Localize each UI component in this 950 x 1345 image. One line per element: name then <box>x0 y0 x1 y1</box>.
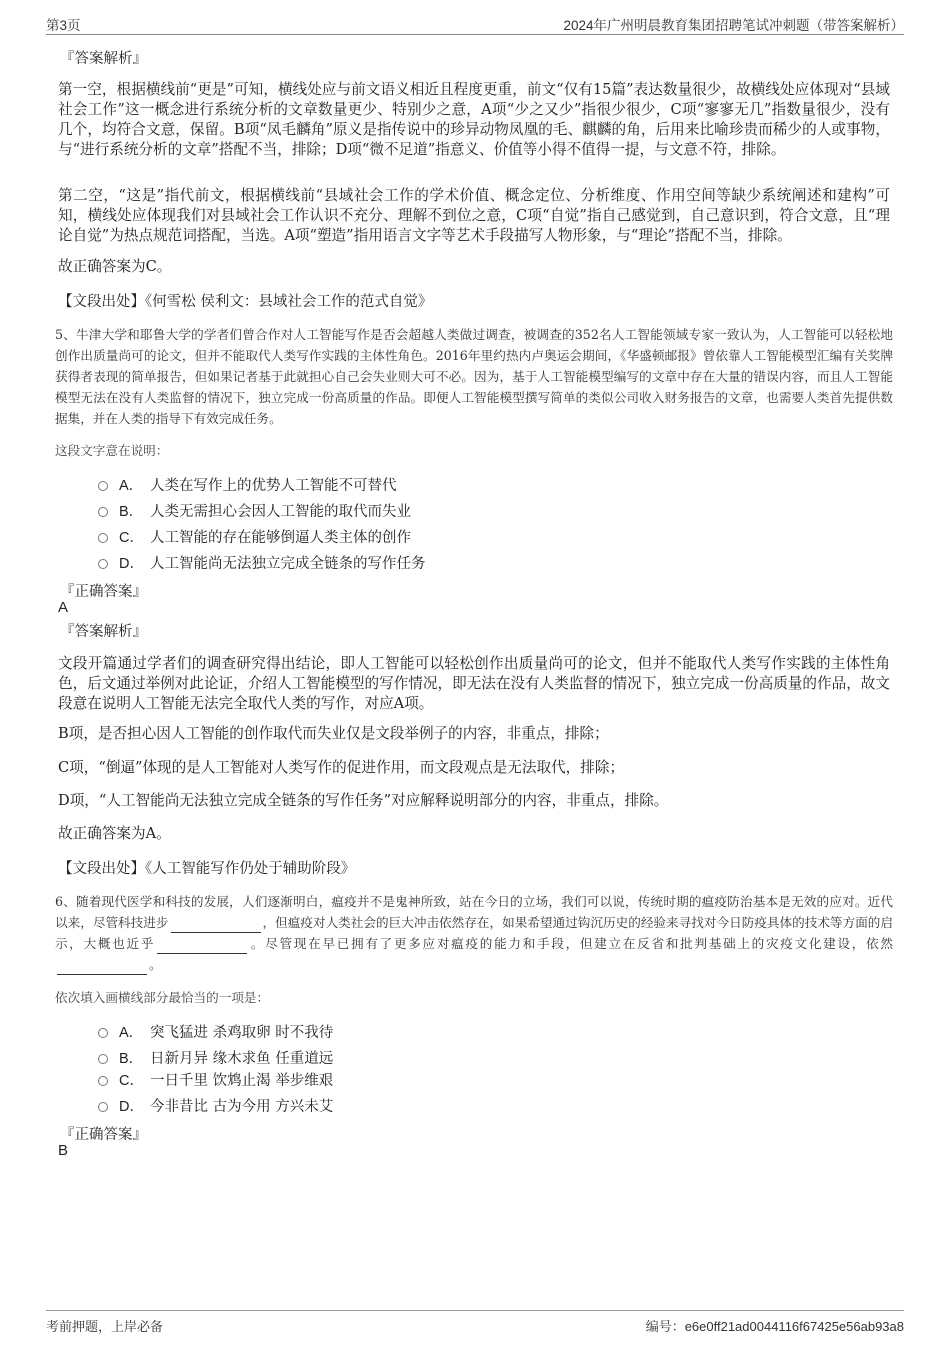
q5-option-a[interactable] <box>98 474 397 494</box>
option-letter: A． <box>119 478 144 494</box>
option-text: 人工智能的存在能够倒逼人类主体的创作 <box>150 530 411 546</box>
option-text: 一日千里 饮鸩止渴 举步维艰 <box>150 1073 334 1089</box>
option-text: 人工智能尚无法独立完成全链条的写作任务 <box>150 556 426 572</box>
q6-stem: 依次填入画横线部分最恰当的一项是： <box>55 990 270 1005</box>
q5-analysis-p4: D项，“人工智能尚无法独立完成全链条的写作任务”对应解释说明部分的内容，非重点，排除。 <box>58 792 669 809</box>
radio-icon[interactable] <box>98 1028 108 1038</box>
page-number: 第3页 <box>46 18 81 33</box>
option-text: 日新月异 缘木求鱼 任重道远 <box>150 1051 334 1067</box>
q5-answer-label: 『正确答案』 <box>60 584 147 600</box>
radio-icon[interactable] <box>98 533 108 543</box>
option-letter: D． <box>119 1099 144 1115</box>
page-header <box>46 14 904 35</box>
q5-analysis-p3: C项，“倒逼”体现的是人工智能对人类写作的促进作用，而文段观点是无法取代，排除； <box>58 759 625 776</box>
q6-option-b[interactable] <box>98 1047 333 1067</box>
fill-blank-3 <box>57 960 147 975</box>
fill-blank-2 <box>157 939 247 954</box>
radio-icon[interactable] <box>98 1102 108 1112</box>
option-letter: B． <box>119 504 144 520</box>
option-text: 人类在写作上的优势人工智能不可替代 <box>150 478 397 494</box>
q4-analysis-label: 『答案解析』 <box>60 51 147 67</box>
document-title: 2024年广州明晨教育集团招聘笔试冲刺题（带答案解析） <box>563 18 904 33</box>
q6-text-part-3: 。尽管现在早已拥有了更多应对瘟疫的能力和手段，但建立在反省和批判基础上的灾疫文化建设，依然 <box>249 936 894 951</box>
document-id: 编号：e6e0ff21ad0044116f67425e56ab93a8 <box>645 1319 904 1334</box>
option-text: 今非昔比 古为今用 方兴未艾 <box>150 1099 334 1115</box>
q4-answer-line: 故正确答案为C。 <box>58 258 172 275</box>
q5-analysis-label: 『答案解析』 <box>60 624 147 640</box>
q5-answer-line: 故正确答案为A。 <box>58 825 171 842</box>
radio-icon[interactable] <box>98 1076 108 1086</box>
q6-text-part-4: 。 <box>149 957 162 972</box>
radio-icon[interactable] <box>98 481 108 491</box>
q5-option-d[interactable] <box>98 552 426 572</box>
option-letter: A． <box>119 1025 144 1041</box>
option-letter: B． <box>119 1051 144 1067</box>
option-letter: C． <box>119 1073 144 1089</box>
q6-question-text <box>55 891 893 975</box>
q6-option-a[interactable] <box>98 1021 333 1041</box>
q6-answer-label: 『正确答案』 <box>60 1127 147 1143</box>
q6-text-part-2: ，但瘟疫对人类社会的巨大冲击依然存在，如果希望通过钩沉历史的经验来寻找对今日防疫具体的技术等方面的启示，大概也近乎 <box>55 915 894 951</box>
option-letter: C． <box>119 530 144 546</box>
q6-answer: B <box>58 1142 69 1159</box>
q5-stem: 这段文字意在说明： <box>55 443 169 458</box>
q6-option-c[interactable] <box>98 1069 333 1089</box>
option-text: 突飞猛进 杀鸡取卵 时不我待 <box>150 1025 334 1041</box>
q6-text-part-1: 6、随着现代医学和科技的发展，人们逐渐明白，瘟疫并不是鬼神所致，站在今日的立场，我们可以说，传统时期的瘟疫防治基本是无效的应对。近代以来，尽管科技进步 <box>55 894 893 930</box>
q4-analysis-p2: 第二空，“这是”指代前文，根据横线前“县域社会工作的学术价值、概念定位、分析维度、作用空间等缺少系统阐述和建构”可知，横线处应体现我们对县域社会工作认识不充分、理解不到位之意，C项“自觉”指自己感觉到，自己意识到，符合文意，且“理论自觉”为热点规范词搭配，当选。A项“塑造”指用语言文字等艺术手段描写人物形象，与“理论”搭配不当，排除。 <box>58 187 890 244</box>
q5-analysis-p2: B项，是否担心因人工智能的创作取代而失业仅是文段举例子的内容，非重点，排除； <box>58 725 609 742</box>
fill-blank-1 <box>171 918 261 933</box>
option-text: 人类无需担心会因人工智能的取代而失业 <box>150 504 411 520</box>
q6-option-d[interactable] <box>98 1095 333 1115</box>
radio-icon[interactable] <box>98 507 108 517</box>
q4-source: 【文段出处】《何雪松 侯利文：县域社会工作的范式自觉》 <box>58 294 433 310</box>
q5-question-text: 5、牛津大学和耶鲁大学的学者们曾合作对人工智能写作是否会超越人类做过调查，被调查的352名人工智能领域专家一致认为，人工智能可以轻松地创作出质量尚可的论文，但并不能取代人类写作实践的主体性角色。2016年里约热内卢奥运会期间，《华盛顿邮报》曾依靠人工智能模型汇编有关奖牌获得者表现的简单报告，但如果记者基于此就担心自己会失业则大可不必。因为，基于人工智能模型编写的文章中存在大量的错误内容，而且人工智能模型无法在没有人类监督的情况下，独立完成一份高质量的作品。即便人工智能模型撰写简单的类似公司收入财务报告的文章，也需要人类首先提供数据集，并在人类的指导下有效完成任务。 <box>55 327 893 426</box>
q5-analysis-p1: 文段开篇通过学者们的调查研究得出结论，即人工智能可以轻松创作出质量尚可的论文，但并不能取代人类写作实践的主体性角色，后文通过举例对此论证，介绍人工智能模型的写作情况，即无法在没有人类监督的情况下，独立完成一份高质量的作品，故文段意在说明人工智能无法完全取代人类的写作，对应A项。 <box>58 655 890 712</box>
q5-option-c[interactable] <box>98 526 411 546</box>
q4-analysis-p1: 第一空，根据横线前“更是”可知，横线处应与前文语义相近且程度更重，前文“仅有15篇”表达数量很少，故横线处应体现对“县域社会工作”这一概念进行系统分析的文章数量更少、特别少之意，A项“少之又少”指很少很少，C项“寥寥无几”指数量很少，没有几个，均符合文意，保留。B项“凤毛麟角”原义是指传说中的珍异动物凤凰的毛、麒麟的角，后用来比喻珍贵而稀少的人或事物，与“进行系统分析的文章”搭配不当，排除；D项“微不足道”指意义、价值等小得不值得一提，与文意不符，排除。 <box>58 81 890 158</box>
footer-slogan: 考前押题，上岸必备 <box>46 1320 164 1335</box>
q5-option-b[interactable] <box>98 500 411 520</box>
q5-source: 【文段出处】《人工智能写作仍处于辅助阶段》 <box>58 861 356 877</box>
radio-icon[interactable] <box>98 559 108 569</box>
option-letter: D． <box>119 556 144 572</box>
page-footer <box>46 1310 904 1335</box>
q5-answer: A <box>58 599 69 616</box>
radio-icon[interactable] <box>98 1054 108 1064</box>
